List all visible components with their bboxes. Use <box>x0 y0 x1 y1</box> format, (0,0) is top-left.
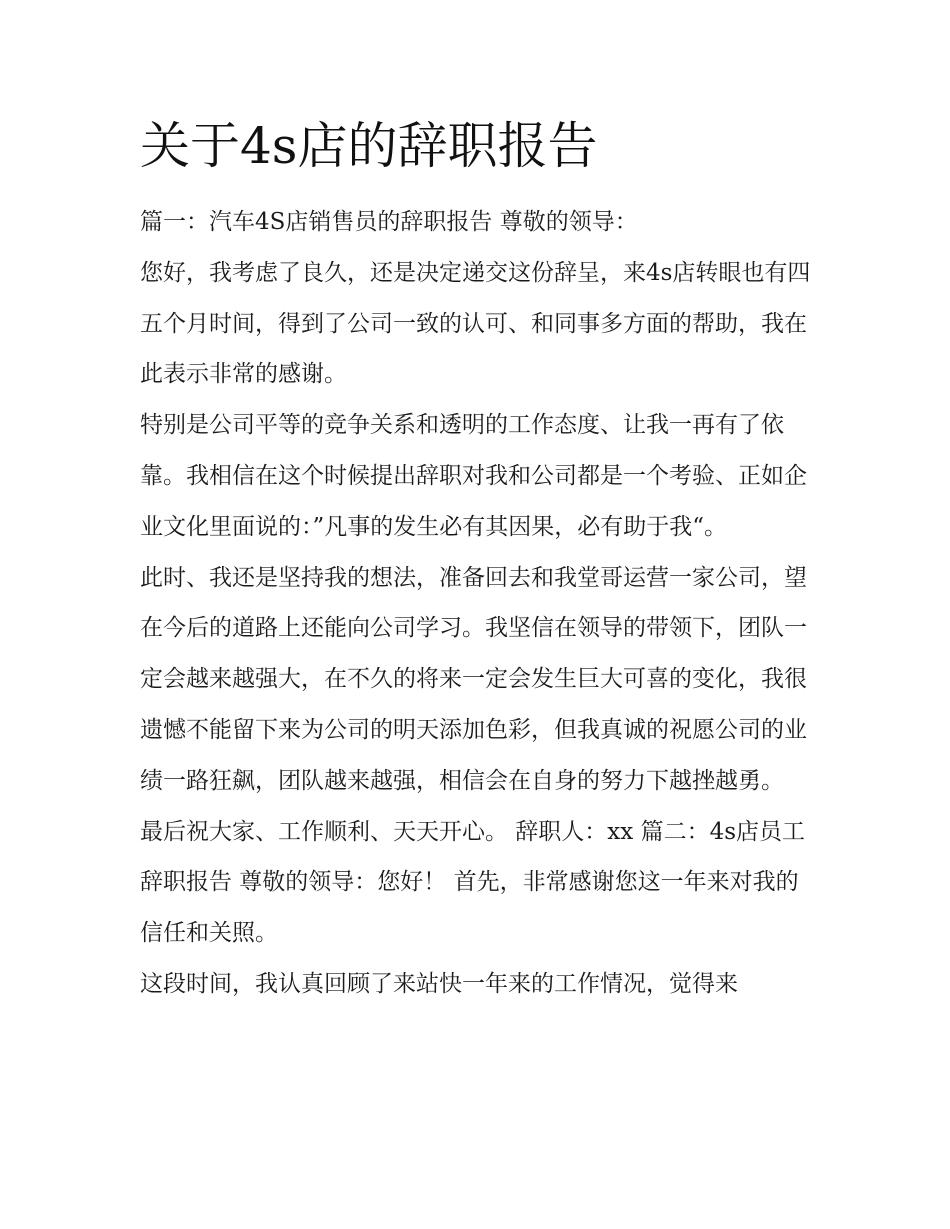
paragraph-3: 特别是公司平等的竞争关系和透明的工作态度、让我一再有了依靠。我相信在这个时候提出辞职对我和公司都是一个考验、正如企业文化里面说的：”凡事的发生必有其因果，必有助于我“。 <box>140 412 807 540</box>
paragraph-1: 篇一：汽车4S店销售员的辞职报告 尊敬的领导： <box>140 209 638 235</box>
paragraph-2: 您好，我考虑了良久，还是决定递交这份辞呈，来4s店转眼也有四五个月时间，得到了公司一致的认可、和同事多方面的帮助，我在此表示非常的感谢。 <box>140 259 811 388</box>
paragraph-6: 这段时间，我认真回顾了来站快一年来的工作情况，觉得来 <box>140 970 738 997</box>
paragraph-5: 最后祝大家、工作顺利、天天开心。 辞职人：xx 篇二：4s店员工辞职报告 尊敬的领导：您好！ 首先，非常感谢您这一年来对我的信任和关照。 <box>140 818 806 947</box>
document-body <box>140 197 820 1010</box>
paragraph-4: 此时、我还是坚持我的想法，准备回去和我堂哥运营一家公司，望在今后的道路上还能向公司学习。我坚信在领导的带领下，团队一定会越来越强大，在不久的将来一定会发生巨大可喜的变化，我很遗憾不能留下来为公司的明天添加色彩，但我真诚的祝愿公司的业绩一路狂飙，团队越来越强，相信会在自身的努力下越挫越勇。 <box>140 564 807 794</box>
document-title: 关于4s店的辞职报告 <box>140 117 598 175</box>
